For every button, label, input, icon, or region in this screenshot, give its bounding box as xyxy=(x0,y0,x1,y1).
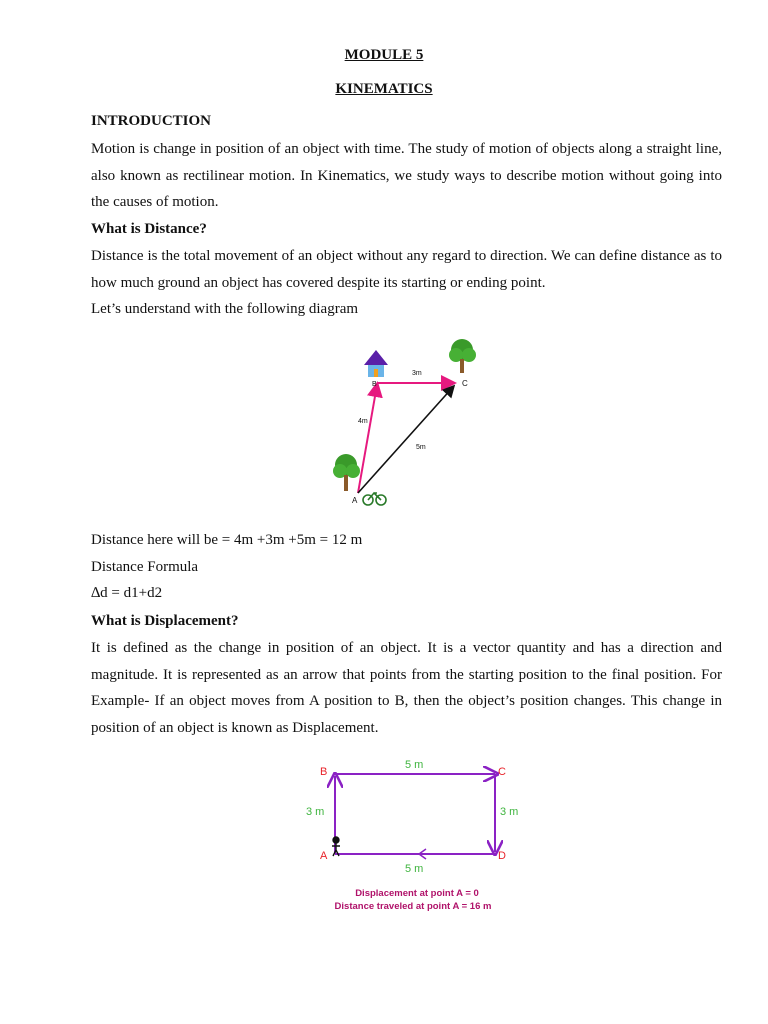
point-b-label: B xyxy=(320,766,328,778)
point-c-label: C xyxy=(498,766,506,778)
distance-diagram xyxy=(320,335,490,510)
page-title: KINEMATICS xyxy=(335,81,433,97)
point-c-label: C xyxy=(462,379,468,388)
distance-heading: What is Distance? xyxy=(91,221,207,237)
point-a-label: A xyxy=(320,850,328,862)
distance-lead-in: Let’s understand with the following diagram xyxy=(91,301,359,317)
label-right: 3 m xyxy=(500,806,519,818)
caption-distance: Distance traveled at point A = 16 m xyxy=(334,901,492,912)
tree-icon xyxy=(333,454,360,491)
point-a-label: A xyxy=(352,496,358,505)
house-icon xyxy=(364,350,388,377)
module-heading: MODULE 5 xyxy=(344,47,424,63)
tree-icon xyxy=(449,339,476,373)
point-d-label: D xyxy=(498,850,506,862)
label-bottom: 5 m xyxy=(405,863,424,875)
distance-formula: ∆d = d1+d2 xyxy=(91,585,163,601)
distance-formula-title: Distance Formula xyxy=(91,559,199,575)
distance-calc: Distance here will be = 4m +3m +5m = 12 m xyxy=(91,532,363,548)
caption-displacement: Displacement at point A = 0 xyxy=(355,888,479,899)
displacement-heading: What is Displacement? xyxy=(91,613,239,629)
displacement-diagram xyxy=(300,752,535,917)
displacement-paragraph: It is defined as the change in position of an object. It is a vector quantity and has a direction and magnitude. It is represented as an arrow that points from the starting position to the final position. For Example- If an object moves from A position to B, then the object’s position changes. This change in position of an object is known as Displacement. xyxy=(91,640,722,736)
bicycle-icon xyxy=(363,493,386,505)
label-ac: 5m xyxy=(416,444,426,451)
intro-paragraph: Motion is change in position of an object with time. The study of motion of objects along a straight line, also known as rectilinear motion. In Kinematics, we study ways to describe motion without going into the causes of motion. xyxy=(91,141,722,210)
label-ab: 4m xyxy=(358,418,368,425)
label-left: 3 m xyxy=(306,806,325,818)
label-bc: 3m xyxy=(412,370,422,377)
label-top: 5 m xyxy=(405,759,424,771)
intro-heading: INTRODUCTION xyxy=(91,113,212,129)
point-b-label: B xyxy=(372,381,377,388)
distance-paragraph: Distance is the total movement of an object without any regard to direction. We can define distance as to how much ground an object has covered despite its starting or ending point. xyxy=(91,248,722,291)
